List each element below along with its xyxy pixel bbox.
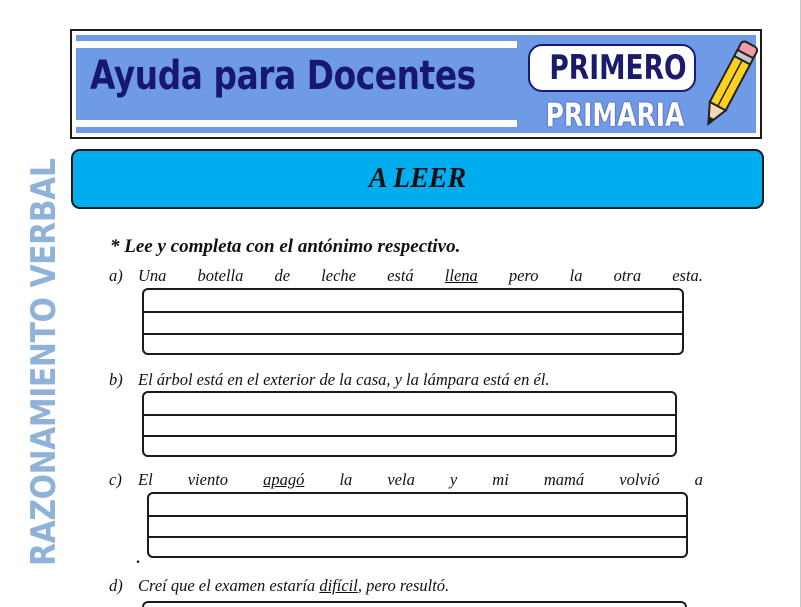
question-text xyxy=(138,266,703,286)
question-letter: c) xyxy=(109,470,122,489)
question-word: leche xyxy=(321,266,356,285)
header-banner xyxy=(70,29,762,139)
answer-box-b[interactable] xyxy=(142,391,677,457)
banner-stripe-top xyxy=(76,41,517,48)
answer-line xyxy=(144,435,675,437)
answer-line xyxy=(144,311,682,313)
question-d xyxy=(109,576,703,598)
grade-label-top: PRIMERO xyxy=(528,44,696,92)
question-word: de xyxy=(274,266,291,285)
question-text: El árbol está en el exterior de la casa, y la lámpara está en él. xyxy=(138,370,550,389)
answer-box-c[interactable] xyxy=(147,492,688,558)
banner-background xyxy=(76,35,756,133)
question-c xyxy=(109,470,703,492)
question-word: pero xyxy=(508,266,539,285)
banner-stripe-bottom xyxy=(76,120,517,127)
section-heading: A LEER xyxy=(71,149,764,209)
answer-line xyxy=(144,333,682,335)
answer-line xyxy=(144,414,675,416)
banner-title: Ayuda para Docentes xyxy=(90,53,476,99)
question-word: volvió xyxy=(619,470,660,489)
question-word: botella xyxy=(197,266,244,285)
answer-line xyxy=(149,515,686,517)
question-text xyxy=(138,470,703,490)
answer-box-a[interactable] xyxy=(142,288,684,355)
instruction-text: * Lee y completa con el antónimo respectivo. xyxy=(110,236,461,257)
question-word: está xyxy=(387,266,414,285)
question-b xyxy=(109,370,703,392)
answer-box-d[interactable] xyxy=(142,601,687,607)
answer-line xyxy=(149,536,686,538)
question-word: vela xyxy=(387,470,415,489)
question-word: El xyxy=(138,470,153,489)
question-word: mamá xyxy=(543,470,585,489)
question-word: esta. xyxy=(672,266,703,285)
stray-mark: . xyxy=(136,550,140,567)
question-word: la xyxy=(569,266,583,285)
question-word: apagó xyxy=(263,470,305,489)
grade-label-bottom: PRIMARIA xyxy=(545,96,685,134)
question-a xyxy=(109,266,703,288)
underlined-word: difícil xyxy=(319,576,358,595)
question-word: a xyxy=(694,470,703,489)
question-text: Creí que el examen estaría difícil, pero resultó. xyxy=(138,576,450,595)
question-word: Una xyxy=(138,266,167,285)
question-word: llena xyxy=(444,266,478,285)
question-word: y xyxy=(449,470,458,489)
side-label: RAZONAMIENTO VERBAL xyxy=(24,158,64,566)
question-word: mi xyxy=(492,470,509,489)
question-word: otra xyxy=(613,266,642,285)
question-word: viento xyxy=(187,470,229,489)
question-word: la xyxy=(339,470,353,489)
pencil-icon xyxy=(698,35,760,135)
question-letter: d) xyxy=(109,576,123,595)
question-letter: b) xyxy=(109,370,123,389)
grade-badge xyxy=(526,44,698,134)
question-letter: a) xyxy=(109,266,123,285)
